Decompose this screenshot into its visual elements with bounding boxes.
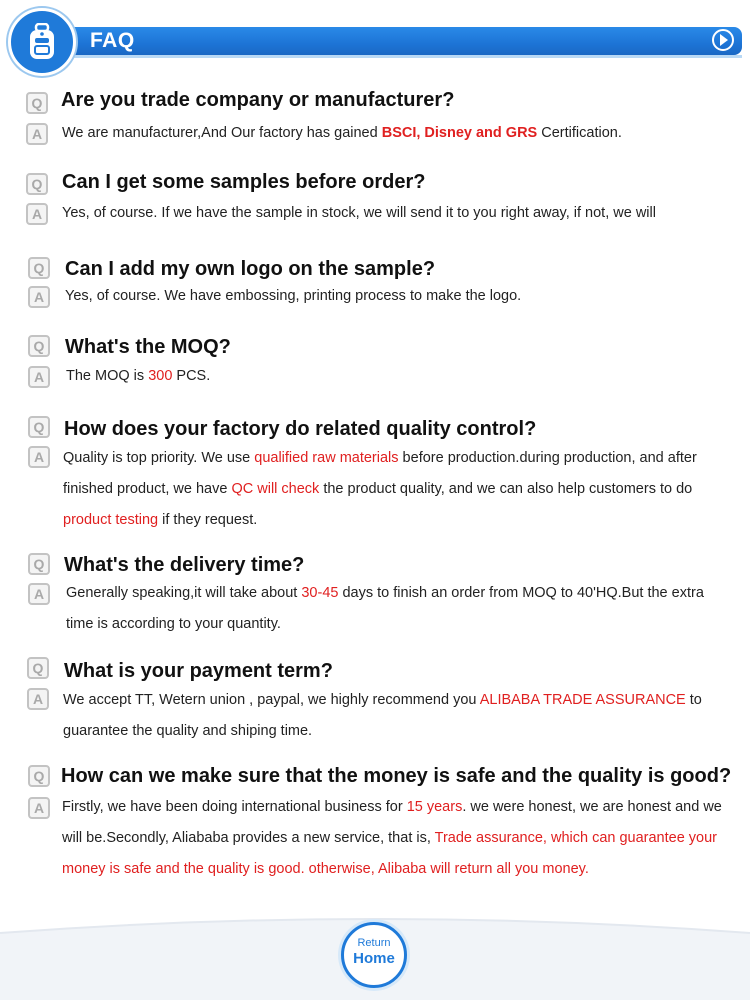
answer-segment: Certification. (537, 125, 622, 141)
answer-segment: to guarantee the quality and shiping time. (63, 692, 702, 739)
faq-question: Are you trade company or manufacturer? (61, 89, 455, 111)
page-title: FAQ (90, 29, 135, 52)
q-label-icon: Q (28, 335, 50, 357)
answer-segment: if they request. (158, 512, 258, 528)
answer-segment: 30-45 (301, 585, 339, 601)
header-underline (40, 55, 742, 58)
faq-answer (65, 281, 720, 312)
answer-segment: Generally speaking,it will take about (66, 585, 302, 601)
a-label-icon: A (28, 286, 50, 308)
answer-segment: Yes, of course. If we have the sample in stock, we will send it to you right away, if not, we will (62, 205, 656, 221)
answer-segment: before production.during production, and after finished product, we have (63, 450, 697, 497)
a-label-icon: A (28, 797, 50, 819)
faq-answer (62, 792, 727, 885)
q-label-icon: Q (28, 416, 50, 438)
backpack-icon (26, 23, 58, 61)
return-label: Return (357, 937, 391, 949)
a-label-icon: A (28, 583, 50, 605)
return-home-button[interactable] (341, 922, 407, 988)
q-label-icon: Q (27, 657, 49, 679)
faq-question: Can I get some samples before order? (62, 171, 426, 193)
answer-segment: Yes, of course. We have embossing, printing process to make the logo. (65, 288, 522, 304)
q-label-icon: Q (26, 173, 48, 195)
answer-segment: . we were honest, we are honest and we will be.Secondly, Aliababa provides a new service, that is, (62, 799, 722, 846)
faq-answer (63, 685, 723, 747)
faq-answer (62, 118, 717, 149)
a-label-icon: A (28, 446, 50, 468)
header-bar (40, 27, 742, 55)
q-label-icon: Q (28, 257, 50, 279)
a-label-icon: A (28, 366, 50, 388)
faq-question: What is your payment term? (64, 660, 333, 682)
answer-segment: ALIBABA TRADE ASSURANCE (479, 692, 686, 708)
home-label: Home (353, 950, 395, 967)
answer-segment: days to finish an order from MOQ to 40'HQ.But the extra time is according to your quantity. (66, 585, 704, 632)
answer-segment: Firstly, we have been doing international business for (62, 799, 407, 815)
play-button[interactable] (712, 29, 734, 51)
faq-question: Can I add my own logo on the sample? (65, 258, 436, 280)
answer-segment: qualified raw materials (254, 450, 399, 466)
backpack-badge (8, 8, 76, 76)
play-circle-icon (719, 34, 729, 46)
a-label-icon: A (26, 123, 48, 145)
answer-segment: QC will check (231, 481, 320, 497)
answer-segment: BSCI, Disney and GRS (381, 125, 538, 141)
faq-header (0, 0, 750, 75)
faq-answer (62, 198, 742, 229)
answer-segment: 300 (148, 368, 173, 384)
answer-segment: the product quality, and we can also help customers to do (319, 481, 693, 497)
answer-segment: The MOQ is (66, 368, 149, 384)
answer-segment: Trade assurance, which can guarantee your money is safe and the quality is good. otherwise, Alibaba will return all you money. (62, 830, 718, 877)
faq-question: How can we make sure that the money is safe and the quality is good? (61, 765, 732, 787)
answer-segment: PCS. (172, 368, 211, 384)
answer-segment: We accept TT, Wetern union , paypal, we highly recommend you (63, 692, 480, 708)
answer-segment: Quality is top priority. We use (63, 450, 255, 466)
faq-answer (63, 443, 718, 536)
faq-answer (66, 578, 721, 640)
faq-question: How does your factory do related quality control? (64, 418, 537, 440)
q-label-icon: Q (28, 553, 50, 575)
faq-question: What's the MOQ? (65, 336, 231, 358)
q-label-icon: Q (28, 765, 50, 787)
faq-answer (66, 361, 721, 392)
a-label-icon: A (26, 203, 48, 225)
faq-question: What's the delivery time? (64, 554, 305, 576)
q-label-icon: Q (26, 92, 48, 114)
a-label-icon: A (27, 688, 49, 710)
answer-segment: 15 years (406, 799, 463, 815)
answer-segment: We are manufacturer,And Our factory has gained (62, 125, 382, 141)
answer-segment: product testing (63, 512, 159, 528)
